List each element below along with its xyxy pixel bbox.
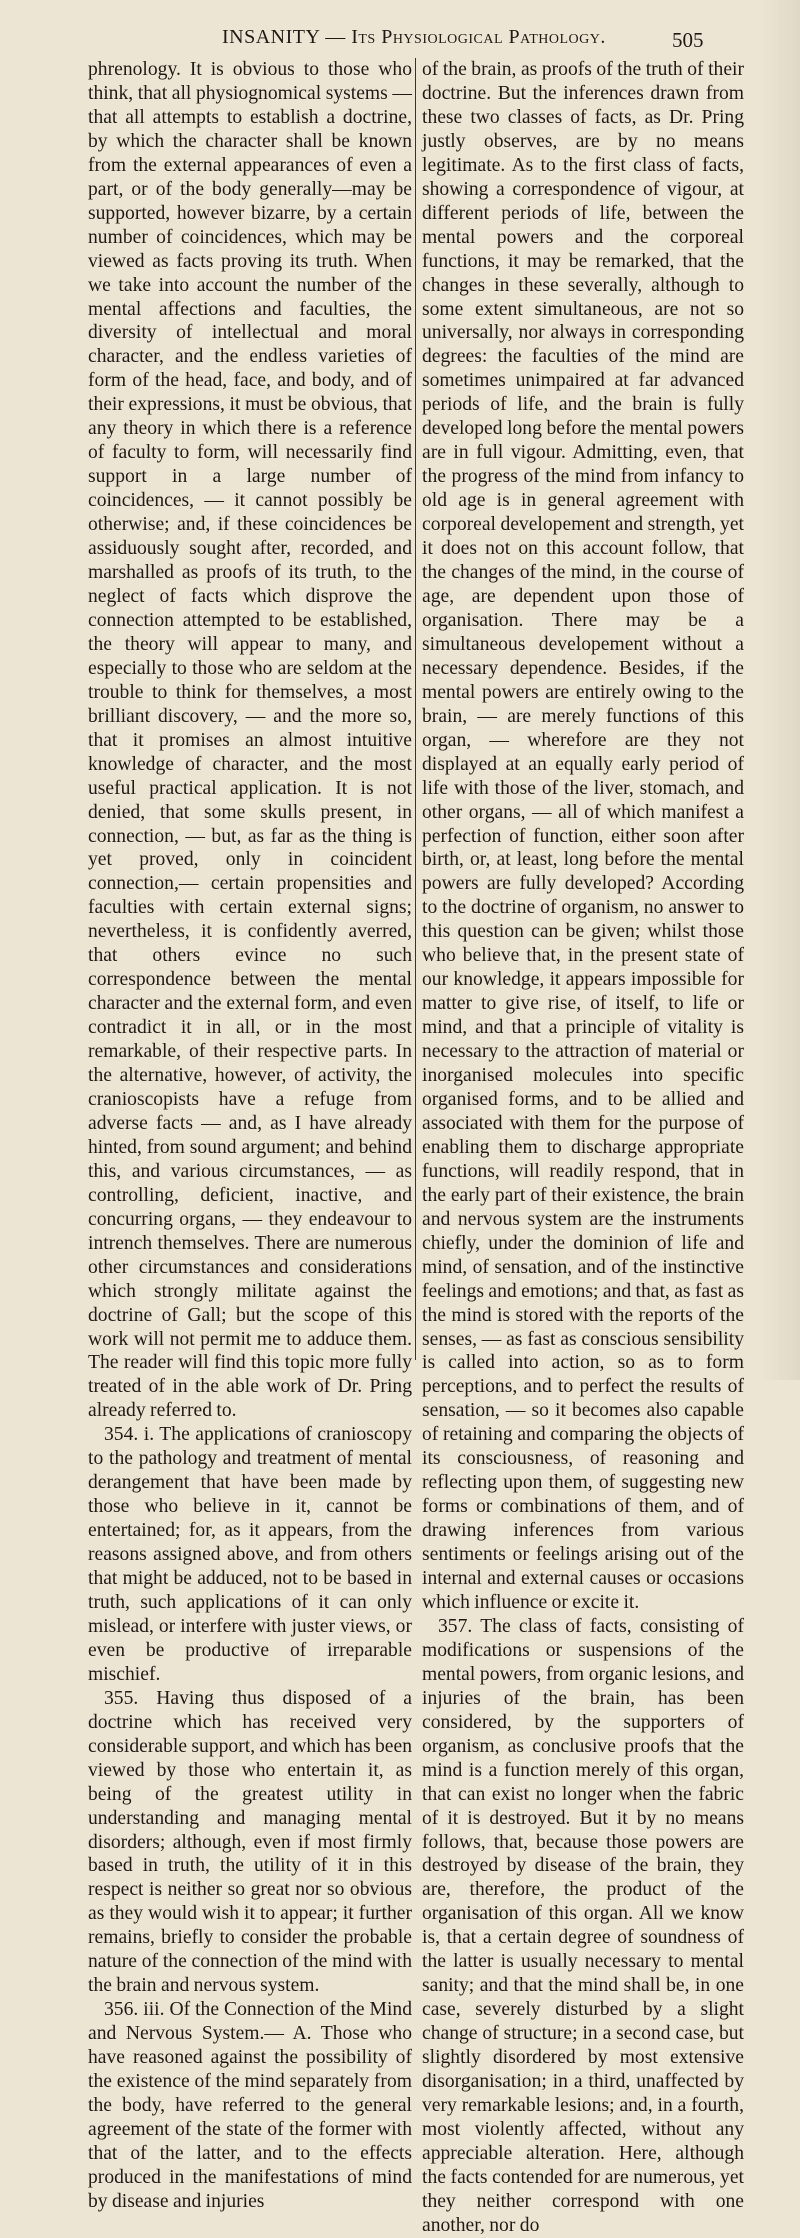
left-paragraph-2: 354. i. The applications of cranioscopy to the pathology and treatment of mental derangement that have been made by those who believe in it, cannot be entertained; for, as it appears, from the reasons assigned above, and from others that might be adduced, not to be based in truth, such applications of it can only mislead, or interfere with juster views, or even be productive of irreparable mischief. [88,1424,412,1685]
page-header [0,0,800,60]
left-paragraph-1: phrenology. It is obvious to those who think, that all physiognomical systems — that all attempts to establish a doctrine, by which the character shall be known from the external appearances of even a part, or of the body generally—may be supported, however bizarre, by a certain number of coincidences, which may be viewed as facts proving its truth. When we take into account the number of the mental affections and faculties, the diversity of intellectual and moral character, and the endless varieties of form of the head, face, and body, and of their expressions, it must be obvious, that any theory in which there is a reference of faculty to form, will necessarily find support in a large number of coincidences, — it cannot possibly be otherwise; and, if these coincidences be assiduously sought after, recorded, and marshalled as proofs of its truth, to the neglect of facts which disprove the connection attempted to be established, the theory will appear to many, and especially to those who are seldom at the trouble to think for themselves, a most brilliant discovery, — and the more so, that it promises an almost intuitive knowledge of character, and the most useful practical application. It is not denied, that some skulls present, in connection, — but, as far as the thing is yet proved, only in coincident connection,— certain propensities and faculties with certain external signs; nevertheless, it is confidently averred, that others evince no such correspondence between the mental character and the external form, and even contradict it in all, or in the most remarkable, of their respective parts. In the alternative, however, of activity, the cranioscopists have a refuge from adverse facts — and, as I have already hinted, from sound argument; and behind this, and various circumstances, — as controlling, deficient, inactive, and concurring organs, — they endeavour to intrench themselves. There are numerous other circumstances and considerations which strongly militate against the doctrine of Gall; but the scope of this work will not permit me to adduce them. The reader will find this topic more fully treated of in the able work of Dr. Pring already referred to. [88,59,412,1422]
page-number: 505 [672,28,704,52]
right-column [422,58,744,2236]
left-paragraph-3: 355. Having thus disposed of a doctrine which has received very considerable support, and which has been viewed by those who entertain it, as being of the greatest utility in understanding and managing mental disorders; although, even if most firmly based in truth, the utility of it in this respect is neither so great nor so obvious as they would wish it to appear; it further remains, briefly to consider the probable nature of the connection of the mind with the brain and nervous system. [88,1687,412,1997]
column-divider [415,58,416,1360]
left-column [88,58,412,2212]
right-paragraph-2: 357. The class of facts, consisting of modifications or suspensions of the mental powers, from organic lesions, and injuries of the brain, has been considered, by the supporters of organism, as conclusive proofs that the mind is a function merely of this organ, that can exist no longer when the fabric of it is destroyed. But it by no means follows, that, because those powers are destroyed by disease of the brain, they are, therefore, the product of the organisation of this organ. All we know is, that a certain degree of soundness of the latter is usually necessary to mental sanity; and that the mind shall be, in one case, severely disturbed by a slight change of structure; in a second case, but slightly disordered by most extensive disorganisation; in a third, unaffected by very remarkable lesions; and, in a fourth, most violently affected, without any appreciable alteration. Here, although the facts contended for are numerous, yet they neither correspond with one another, nor do [422,1615,744,2236]
right-paragraph-1: of the brain, as proofs of the truth of their doctrine. But the inferences drawn from these two classes of facts, as Dr. Pring justly observes, are by no means legitimate. As to the first class of facts, showing a correspondence of vigour, at different periods of life, between the mental powers and the corporeal functions, it may be remarked, that the changes in these severally, although to some extent simultaneous, are not so universally, nor always in corresponding degrees: the faculties of the mind are sometimes unimpaired at far advanced periods of life, and the brain is fully developed long before the mental powers are in full vigour. Admitting, even, that the progress of the mind from infancy to old age is in general agreement with corporeal developement and strength, yet it does not on this account follow, that the changes of the mind, in the course of age, are dependent upon those of organisation. There may be a simultaneous developement without a necessary dependence. Besides, if the mental powers are entirely owing to the brain, — are merely functions of this organ, — wherefore are they not displayed at an equally early period of life with those of the liver, stomach, and other organs, — all of which manifest a perfection of function, either soon after birth, or, at least, long before the mental powers are fully developed? According to the doctrine of organism, no answer to this question can be given; whilst those who believe that, in the present state of our knowledge, it appears impossible for matter to give rise, of itself, to life or mind, and that a principle of vitality is necessary to the attraction of material or inorganised molecules into specific organised forms, and to be allied and associated with them for the purpose of enabling them to discharge appropriate functions, will readily respond, that in the early part of their existence, the brain and nervous system are the instruments chiefly, under the dominion of life and mind, of sensation, and of the instinctive feelings and emotions; and that, as fast as the mind is stored with the reports of the senses, — as fast as conscious sensibility is called into action, so as to form perceptions, and to perfect the results of sensation, — so it becomes also capable of retaining and comparing the objects of its consciousness, of reasoning and reflecting upon them, of suggesting new forms or combinations of them, and of drawing inferences from various sentiments or feelings arising out of the internal and external causes or occasions which influence or excite it. [422,59,744,1613]
left-paragraph-4: 356. iii. Of the Connection of the Mind and Nervous System.— A. Those who have reasoned against the possibility of the existence of the mind separately from the body, have referred to the general agreement of the state of the former with that of the latter, and to the effects produced in the manifestations of mind by disease and injuries [88,1999,412,2212]
page-edge-shadow [760,0,800,1380]
running-head: INSANITY — Its Physiological Pathology. [222,26,606,48]
